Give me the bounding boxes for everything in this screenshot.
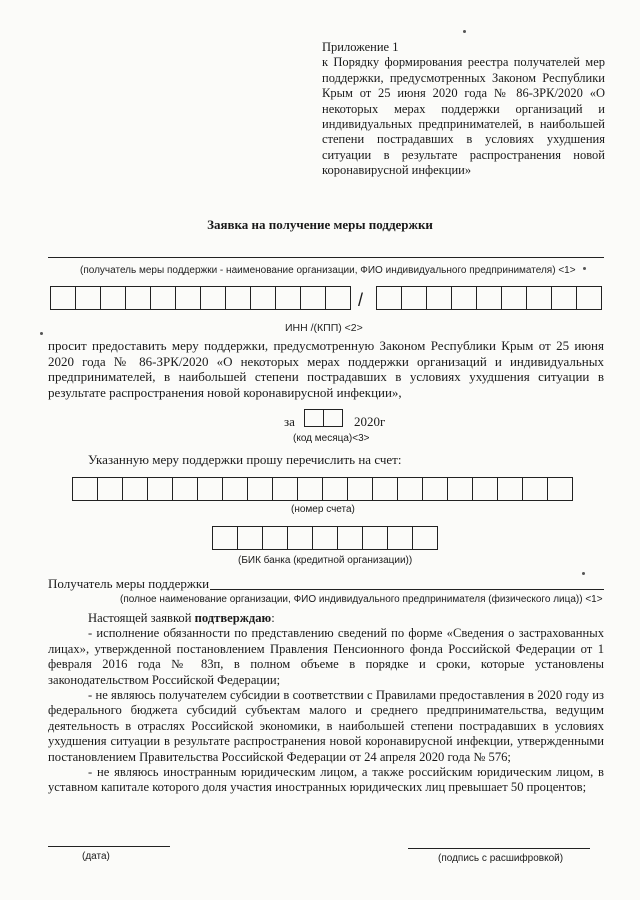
kpp-cell[interactable] <box>526 286 552 310</box>
recipient-caption: (получатель меры поддержки - наименование организации, ФИО индивидуального предпринимателя) <1> <box>80 265 576 276</box>
bik-cell[interactable] <box>312 526 338 550</box>
account-number-cell[interactable] <box>497 477 523 501</box>
account-number-cell[interactable] <box>222 477 248 501</box>
inn-kpp-separator: / <box>358 290 364 310</box>
kpp-cell[interactable] <box>426 286 452 310</box>
bik-cell[interactable] <box>362 526 388 550</box>
inn-cell[interactable] <box>150 286 176 310</box>
request-paragraph: просит предоставить меру поддержки, предусмотренную Законом Республики Крым от 25 июня 2020 года № 86-ЗРК/2020 «О некоторых мерах поддержки организаций и индивидуальных предпринимателей, в наибольшей степени пострадавших в условиях ухудшения ситуации в результате распространения новой коронавирусной инфекции», <box>48 338 604 400</box>
account-number-cell[interactable] <box>397 477 423 501</box>
account-number-cell[interactable] <box>272 477 298 501</box>
inn-cell[interactable] <box>200 286 226 310</box>
recipient-name-caption: (полное наименование организации, ФИО индивидуального предпринимателя (физического лица)) <1> <box>120 594 603 605</box>
month-suffix: 2020г <box>354 414 386 429</box>
confirmation-section <box>48 611 604 796</box>
kpp-grid[interactable] <box>376 286 601 310</box>
kpp-cell[interactable] <box>476 286 502 310</box>
bik-cell[interactable] <box>387 526 413 550</box>
account-number-cell[interactable] <box>547 477 573 501</box>
inn-cell[interactable] <box>75 286 101 310</box>
month-code-grid[interactable] <box>304 409 342 427</box>
scan-speck <box>463 30 466 33</box>
confirmation-intro: Настоящей заявкой подтверждаю: <box>88 611 275 625</box>
bik-caption: (БИК банка (кредитной организации)) <box>238 555 413 566</box>
account-number-cell[interactable] <box>147 477 173 501</box>
account-number-cell[interactable] <box>347 477 373 501</box>
kpp-cell[interactable] <box>451 286 477 310</box>
account-number-cell[interactable] <box>522 477 548 501</box>
recipient-name-line[interactable] <box>210 589 604 590</box>
month-code-cell[interactable] <box>304 409 324 427</box>
account-number-cell[interactable] <box>122 477 148 501</box>
scan-speck <box>583 267 586 270</box>
kpp-cell[interactable] <box>376 286 402 310</box>
account-number-cell[interactable] <box>422 477 448 501</box>
date-line[interactable] <box>48 846 170 847</box>
confirmation-item-3: - не являюсь иностранным юридическим лицом, а также российским юридическим лицом, в уставном капитале которого доля участия иностранных юридических лиц превышает 50 процентов; <box>48 765 604 795</box>
account-number-cell[interactable] <box>197 477 223 501</box>
kpp-cell[interactable] <box>576 286 602 310</box>
inn-cell[interactable] <box>100 286 126 310</box>
confirmation-item-1: - исполнение обязанности по представлению сведений по форме «Сведения о застрахованных лицах», утвержденной постановлением Правления Пенсионного фонда Российской Федерации от 1 февраля 2016 года № 83п, в полном объеме в порядке и сроки, которые установлены законодательством Российской Федерации; <box>48 626 604 687</box>
inn-cell[interactable] <box>325 286 351 310</box>
account-number-cell[interactable] <box>322 477 348 501</box>
account-number-cell[interactable] <box>372 477 398 501</box>
kpp-cell[interactable] <box>401 286 427 310</box>
account-number-cell[interactable] <box>297 477 323 501</box>
bik-cell[interactable] <box>237 526 263 550</box>
scan-speck <box>582 572 585 575</box>
annex-reference: к Порядку формирования реестра получателей мер поддержки, предусмотренных Законом Республики Крым от 25 июня 2020 года № 86-ЗРК/2020 «О некоторых мерах поддержки организаций и индивидуальных предпринимателей, в наибольшей степени пострадавших в условиях ухудшения ситуации в результате распространения новой коронавирусной инфекции» <box>322 55 605 178</box>
inn-cell[interactable] <box>250 286 276 310</box>
account-number-cell[interactable] <box>447 477 473 501</box>
inn-cell[interactable] <box>175 286 201 310</box>
inn-cell[interactable] <box>300 286 326 310</box>
inn-caption: ИНН /(КПП) <2> <box>285 322 363 334</box>
inn-cell[interactable] <box>225 286 251 310</box>
form-title: Заявка на получение меры поддержки <box>207 217 433 232</box>
month-code-cell[interactable] <box>323 409 343 427</box>
account-number-cell[interactable] <box>97 477 123 501</box>
bik-cell[interactable] <box>412 526 438 550</box>
bik-cell[interactable] <box>212 526 238 550</box>
kpp-cell[interactable] <box>551 286 577 310</box>
date-caption: (дата) <box>82 851 110 862</box>
recipient-label: Получатель меры поддержки <box>48 576 210 591</box>
scan-speck <box>40 332 43 335</box>
signature-caption: (подпись с расшифровкой) <box>438 853 564 864</box>
bik-grid[interactable] <box>212 526 437 550</box>
transfer-text: Указанную меру поддержки прошу перечислить на счет: <box>88 452 402 467</box>
recipient-line[interactable] <box>48 257 604 258</box>
annex-header <box>322 40 605 179</box>
confirmation-item-2: - не являюсь получателем субсидии в соответствии с Правилами предоставления в 2020 году из федерального бюджета субсидий субъектам малого и среднего предпринимательства, ведущим деятельность в отраслях Российской экономики, в наибольшей степени пострадавших в условиях ухудшения ситуации в результате распространения новой коронавирусной инфекции, утвержденными постановлением Правительства Российской Федерации от 24 апреля 2020 года № 576; <box>48 688 604 764</box>
bik-cell[interactable] <box>287 526 313 550</box>
inn-cell[interactable] <box>50 286 76 310</box>
inn-cell[interactable] <box>275 286 301 310</box>
signature-line[interactable] <box>408 848 590 849</box>
account-number-cell[interactable] <box>472 477 498 501</box>
account-number-cell[interactable] <box>172 477 198 501</box>
kpp-cell[interactable] <box>501 286 527 310</box>
month-prefix: за <box>284 414 295 429</box>
annex-number: Приложение 1 <box>322 40 399 54</box>
bik-cell[interactable] <box>262 526 288 550</box>
month-caption: (код месяца)<3> <box>293 433 370 444</box>
inn-cell[interactable] <box>125 286 151 310</box>
account-number-cell[interactable] <box>247 477 273 501</box>
account-number-cell[interactable] <box>72 477 98 501</box>
account-caption: (номер счета) <box>291 504 355 515</box>
inn-grid[interactable] <box>50 286 350 310</box>
account-number-grid[interactable] <box>72 477 572 501</box>
bik-cell[interactable] <box>337 526 363 550</box>
